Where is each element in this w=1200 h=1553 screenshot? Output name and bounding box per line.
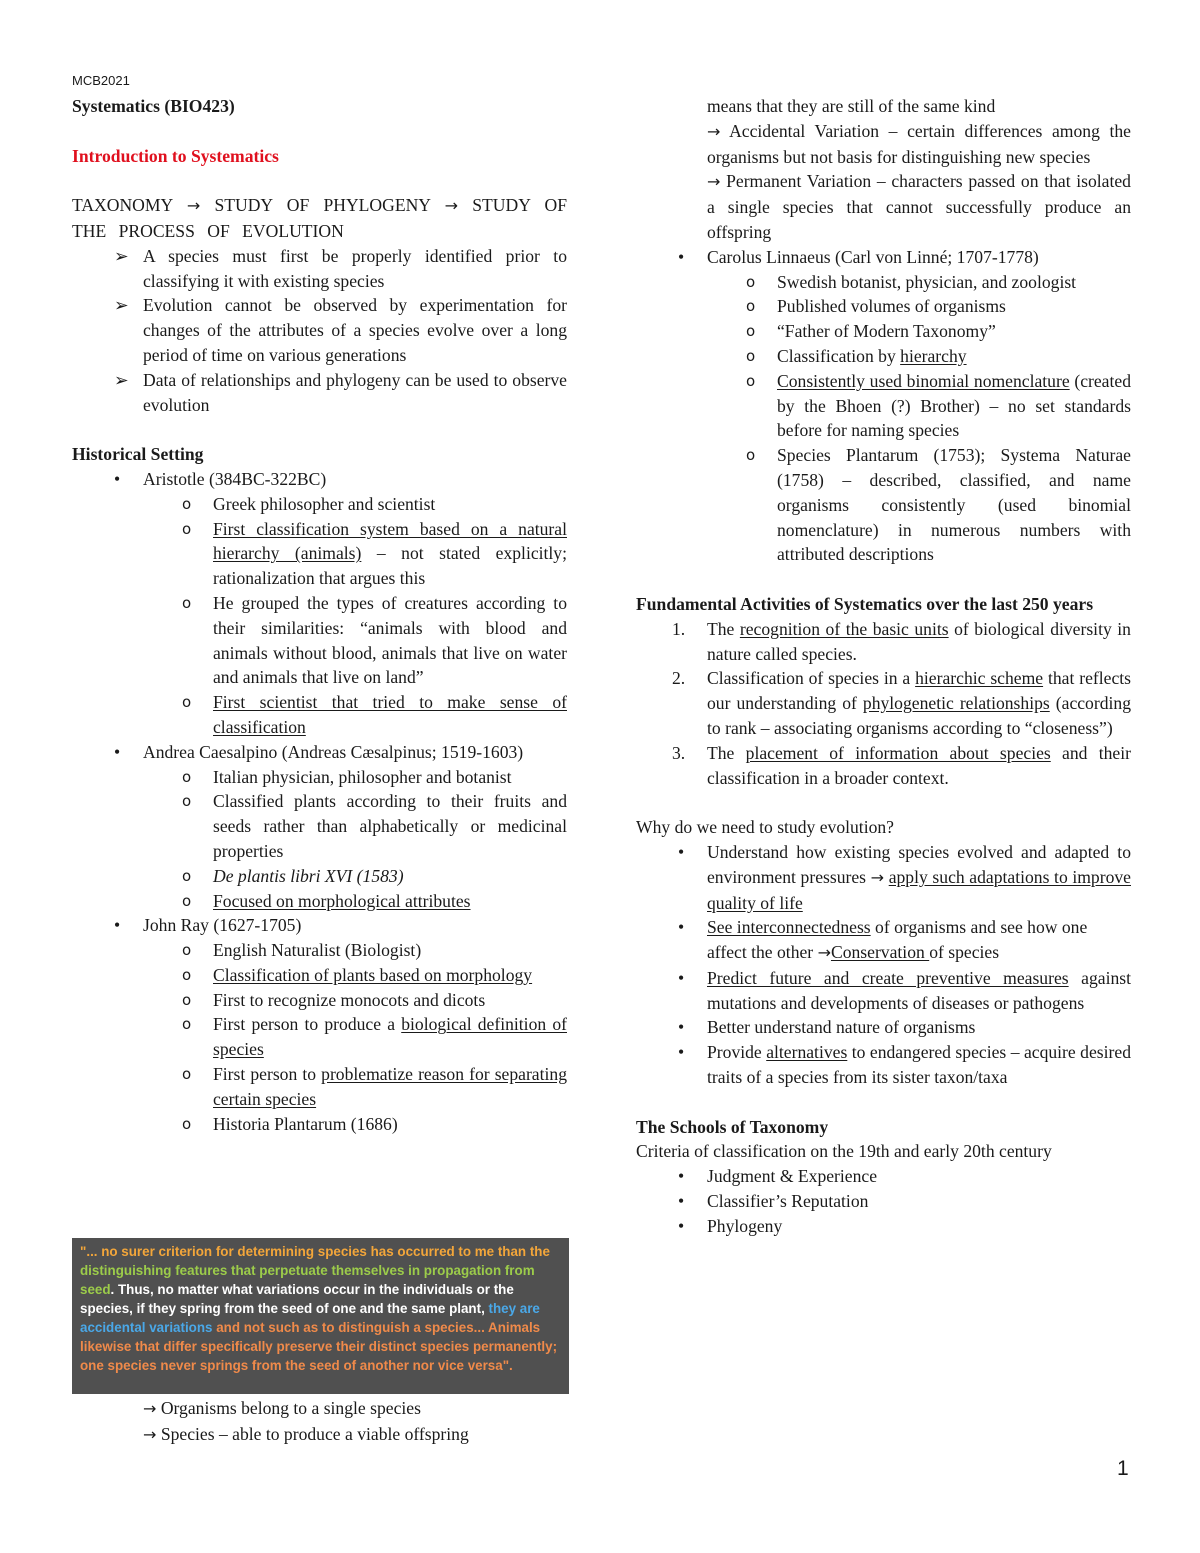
quote-segment: and not such as to distinguish a species... Animals likewise that differ specifically preserve their distinct species permanently; one species never springs from the seed of another nor vice versa". bbox=[80, 1320, 558, 1373]
circle-bullet-icon: o bbox=[746, 371, 756, 390]
dot-bullet-icon: • bbox=[678, 1215, 685, 1236]
list-item: • Classifier’s Reputation bbox=[636, 1189, 1131, 1214]
circle-bullet-icon: o bbox=[746, 346, 756, 365]
list-item: • Judgment & Experience bbox=[636, 1164, 1131, 1189]
list-item: • See interconnectedness of organisms and see how one affect the other →Conservation of species bbox=[678, 917, 1088, 963]
numbered-item: 1. The recognition of the basic units of biological diversity in nature called species. bbox=[672, 618, 1131, 664]
arrow-icon: → bbox=[143, 1424, 157, 1444]
dot-bullet-icon: • bbox=[114, 468, 121, 489]
numbered-item: 3. The placement of information about species and their classification in a broader context. bbox=[672, 742, 1131, 788]
dot-bullet-icon: • bbox=[678, 1166, 685, 1187]
list-item: • John Ray (1627-1705) bbox=[72, 913, 567, 938]
circle-bullet-icon: o bbox=[182, 767, 192, 786]
sub-list-item: o He grouped the types of creatures according to their similarities: “animals with blood and animals without blood, animals that live on water and animals that live on land” bbox=[182, 592, 567, 688]
circle-bullet-icon: o bbox=[182, 891, 192, 910]
dot-bullet-icon: • bbox=[678, 1042, 685, 1063]
list-item: • Predict future and create preventive measures against mutations and developments of diseases or pathogens bbox=[678, 967, 1131, 1013]
sub-list-item: o De plantis libri XVI (1583) bbox=[72, 864, 567, 889]
circle-bullet-icon: o bbox=[182, 1015, 192, 1034]
circle-bullet-icon: o bbox=[182, 965, 192, 984]
taxonomy-line: TAXONOMY → STUDY OF PHYLOGENY → STUDY OF THE PROCESS OF EVOLUTION bbox=[72, 195, 567, 241]
arrow-icon: → bbox=[143, 1399, 157, 1418]
sub-list-item: o English Naturalist (Biologist) bbox=[72, 938, 567, 963]
dot-bullet-icon: • bbox=[678, 246, 685, 267]
arrow-icon: → bbox=[817, 943, 831, 963]
list-item: ➢ Evolution cannot be observed by experimentation for changes of the attributes of a species evolve over a long period of time on various generations bbox=[114, 295, 567, 365]
arrow-icon: → bbox=[707, 121, 721, 141]
arrow-icon: → bbox=[444, 196, 458, 216]
quote-segment: "... no surer criterion for determining species has occurred to me than the bbox=[80, 1244, 550, 1259]
dot-bullet-icon: • bbox=[678, 1191, 685, 1212]
sub-list-item: o Published volumes of organisms bbox=[636, 294, 1131, 319]
circle-bullet-icon: o bbox=[182, 1114, 192, 1133]
right-column bbox=[636, 94, 1131, 1239]
sub-list-item: o Species Plantarum (1753); Systema Naturae (1758) – described, classified, and name organisms consistently (used binomial nomenclature) in numerous numbers with attributed descriptions bbox=[746, 445, 1131, 565]
circle-bullet-icon: o bbox=[182, 519, 192, 538]
historical-heading: Historical Setting bbox=[72, 444, 204, 465]
circle-bullet-icon: o bbox=[746, 322, 756, 341]
sub-list-item: o First to recognize monocots and dicots bbox=[72, 988, 567, 1013]
left-column bbox=[72, 94, 567, 1136]
list-item: • Carolus Linnaeus (Carl von Linné; 1707-1778) bbox=[636, 245, 1131, 270]
course-code: MCB2021 bbox=[72, 73, 130, 88]
schools-heading: The Schools of Taxonomy bbox=[636, 1116, 829, 1137]
sub-list-item: o First classification system based on a natural hierarchy (animals) – not stated explicitly; rationalization that argues this bbox=[182, 518, 567, 589]
sub-list-item: o First person to produce a biological definition of species bbox=[182, 1014, 567, 1060]
dot-bullet-icon: • bbox=[678, 967, 685, 988]
list-item: • Phylogeny bbox=[636, 1214, 1131, 1239]
arrow-icon: → bbox=[707, 172, 721, 192]
list-item: • Provide alternatives to endangered species – acquire desired traits of a species from its sister taxon/taxa bbox=[678, 1042, 1131, 1088]
dot-bullet-icon: • bbox=[678, 841, 685, 862]
list-item: • Andrea Caesalpino (Andreas Cæsalpinus; 1519-1603) bbox=[72, 740, 567, 765]
arrow-icon: → bbox=[186, 196, 201, 216]
sub-list-item: o First scientist that tried to make sense of classification bbox=[182, 692, 567, 737]
circle-bullet-icon: o bbox=[182, 866, 192, 885]
circle-bullet-icon: o bbox=[746, 272, 756, 291]
permanent-variation: → Permanent Variation – characters passed on that isolated a single species that cannot successfully produce an offspring bbox=[707, 171, 1131, 242]
dot-bullet-icon: • bbox=[678, 1017, 685, 1038]
checkmark-bullet-icon: ➢ bbox=[114, 295, 129, 316]
circle-bullet-icon: o bbox=[182, 593, 192, 612]
fundamental-heading: Fundamental Activities of Systematics over the last 250 years bbox=[636, 593, 1094, 614]
dot-bullet-icon: • bbox=[114, 915, 121, 936]
ray-quote-image bbox=[72, 1238, 569, 1394]
list-item: • Aristotle (384BC-322BC) bbox=[72, 467, 567, 492]
circle-bullet-icon: o bbox=[182, 792, 192, 811]
arrow-icon: → bbox=[870, 867, 885, 887]
circle-bullet-icon: o bbox=[746, 297, 756, 316]
list-item: • Better understand nature of organisms bbox=[636, 1015, 1131, 1040]
sub-list-item: o Focused on morphological attributes bbox=[72, 889, 567, 914]
sub-list-item: o Classified plants according to their fruits and seeds rather than alphabetically or medicinal properties bbox=[182, 791, 567, 861]
note-line: → Organisms belong to a single species bbox=[143, 1398, 421, 1418]
note-line: → Species – able to produce a viable offspring bbox=[143, 1423, 469, 1444]
numbered-item: 2. Classification of species in a hierarchic scheme that reflects our understanding of phylogenetic relationships (according to rank – associating organisms according to “closeness”) bbox=[672, 668, 1131, 738]
sub-list-item: o Swedish botanist, physician, and zoologist bbox=[636, 270, 1131, 295]
list-item: • Understand how existing species evolved and adapted to environment pressures → apply such adaptations to improve quality of life bbox=[678, 841, 1131, 913]
sub-list-item: o Greek philosopher and scientist bbox=[72, 492, 567, 517]
sub-list-item: o Historia Plantarum (1686) bbox=[72, 1112, 567, 1137]
criteria-text: Criteria of classification on the 19th and early 20th century bbox=[636, 1141, 1052, 1162]
continued-text: means that they are still of the same kind bbox=[707, 96, 996, 116]
after-quote-notes bbox=[143, 1396, 573, 1448]
circle-bullet-icon: o bbox=[182, 494, 192, 513]
sub-list-item: o First person to problematize reason for separating certain species bbox=[182, 1064, 567, 1109]
sub-list-item: o Classification of plants based on morphology bbox=[72, 963, 567, 988]
quote-segment: distinguishing features that perpetuate themselves in propagation from seed bbox=[80, 1263, 535, 1297]
circle-bullet-icon: o bbox=[182, 990, 192, 1009]
dot-bullet-icon: • bbox=[678, 917, 685, 938]
dot-bullet-icon: • bbox=[114, 741, 121, 762]
sub-list-item: o Consistently used binomial nomenclature (created by the Bhoen (?) Brother) – no set standards before for naming species bbox=[746, 370, 1131, 441]
accidental-variation: → Accidental Variation – certain differences among the organisms but not basis for distinguishing new species bbox=[707, 120, 1131, 167]
circle-bullet-icon: o bbox=[182, 941, 192, 960]
circle-bullet-icon: o bbox=[746, 446, 756, 465]
quote-segment: they are accidental variations bbox=[80, 1301, 540, 1335]
sub-list-item: o Classification by hierarchy bbox=[636, 344, 1131, 369]
circle-bullet-icon: o bbox=[182, 1065, 192, 1084]
document-title: Systematics (BIO423) bbox=[72, 96, 235, 116]
quote-segment: . Thus, no matter what variations occur in the individuals or the species, if they spring from the seed of one and the same plant, bbox=[80, 1282, 514, 1316]
circle-bullet-icon: o bbox=[182, 693, 192, 712]
sub-list-item: o “Father of Modern Taxonomy” bbox=[636, 319, 1131, 344]
checkmark-bullet-icon: ➢ bbox=[114, 245, 129, 266]
page-number: 1 bbox=[1117, 1457, 1129, 1480]
list-item: ➢ Data of relationships and phylogeny can be used to observe evolution bbox=[114, 369, 567, 415]
sub-list-item: o Italian physician, philosopher and botanist bbox=[72, 765, 567, 790]
why-question: Why do we need to study evolution? bbox=[636, 817, 894, 838]
list-item: ➢ A species must first be properly identified prior to classifying it with existing species bbox=[114, 245, 567, 291]
checkmark-bullet-icon: ➢ bbox=[114, 369, 129, 390]
intro-heading: Introduction to Systematics bbox=[72, 145, 279, 166]
